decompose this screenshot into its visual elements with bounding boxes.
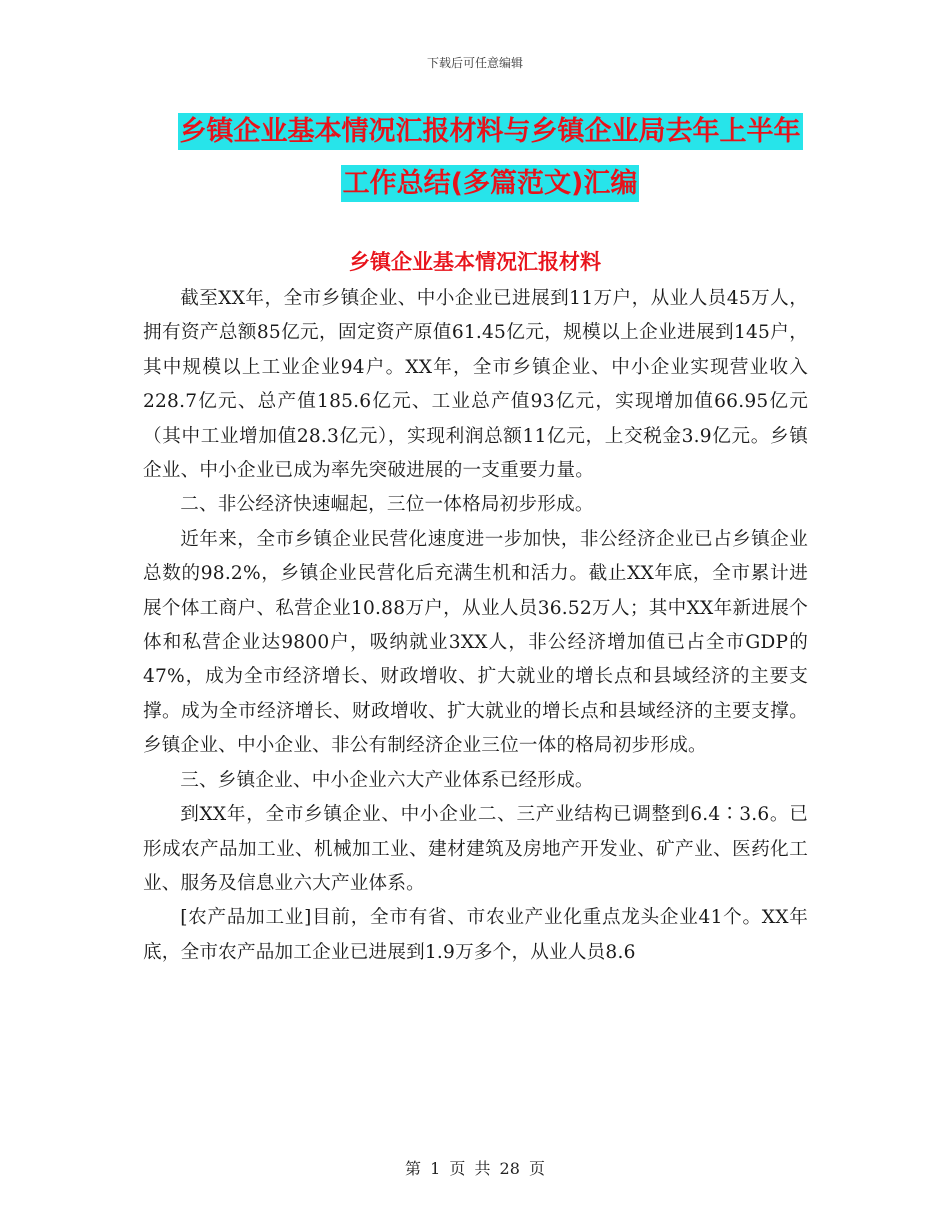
paragraph: 到XX年，全市乡镇企业、中小企业二、三产业结构已调整到6.4∶3.6。已形成农产品加工业、机械加工业、建材建筑及房地产开发业、矿产业、医药化工业、服务及信息业六大产业体系。 [143,804,808,894]
paragraph: 近年来，全市乡镇企业民营化速度进一步加快，非公经济企业已占乡镇企业总数的98.2%，乡镇企业民营化后充满生机和活力。截止XX年底，全市累计进展个体工商户、私营企业10.88万户，从业人员36.52万人；其中XX年新进展个体和私营企业达9800户，吸纳就业3XX人，非公经济增加值已占全市GDP的47%，成为全市经济增长、财政增收、扩大就业的增长点和县域经济的主要支撑。成为全市经济增长、财政增收、扩大就业的增长点和县域经济的主要支撑。乡镇企业、中小企业、非公有制经济企业三位一体的格局初步形成。 [143,528,808,757]
body-text [143,282,808,970]
paragraph: 三、乡镇企业、中小企业六大产业体系已经形成。 [180,769,594,791]
title-line-2: 工作总结(多篇范文)汇编 [341,165,640,202]
paragraph: 截至XX年，全市乡镇企业、中小企业已进展到11万户，从业人员45万人，拥有资产总额85亿元，固定资产原值61.45亿元，规模以上企业进展到145户，其中规模以上工业企业94户。XX年，全市乡镇企业、中小企业实现营业收入228.7亿元、总产值185.6亿元、工业总产值93亿元，实现增加值66.95亿元（其中工业增加值28.3亿元），实现利润总额11亿元，上交税金3.9亿元。乡镇企业、中小企业已成为率先突破进展的一支重要力量。 [143,288,808,482]
header-note: 下载后可任意编辑 [426,56,523,70]
paragraph: [农产品加工业]目前，全市有省、市农业产业化重点龙头企业41个。XX年底，全市农产品加工企业已进展到1.9万多个，从业人员8.6 [143,907,808,963]
paragraph: 二、非公经济快速崛起，三位一体格局初步形成。 [180,494,594,516]
page-footer: 第 1 页 共 28 页 [405,1159,545,1178]
document-title [160,106,820,210]
title-line-1: 乡镇企业基本情况汇报材料与乡镇企业局去年上半年 [178,113,803,150]
section-title: 乡镇企业基本情况汇报材料 [349,250,601,274]
